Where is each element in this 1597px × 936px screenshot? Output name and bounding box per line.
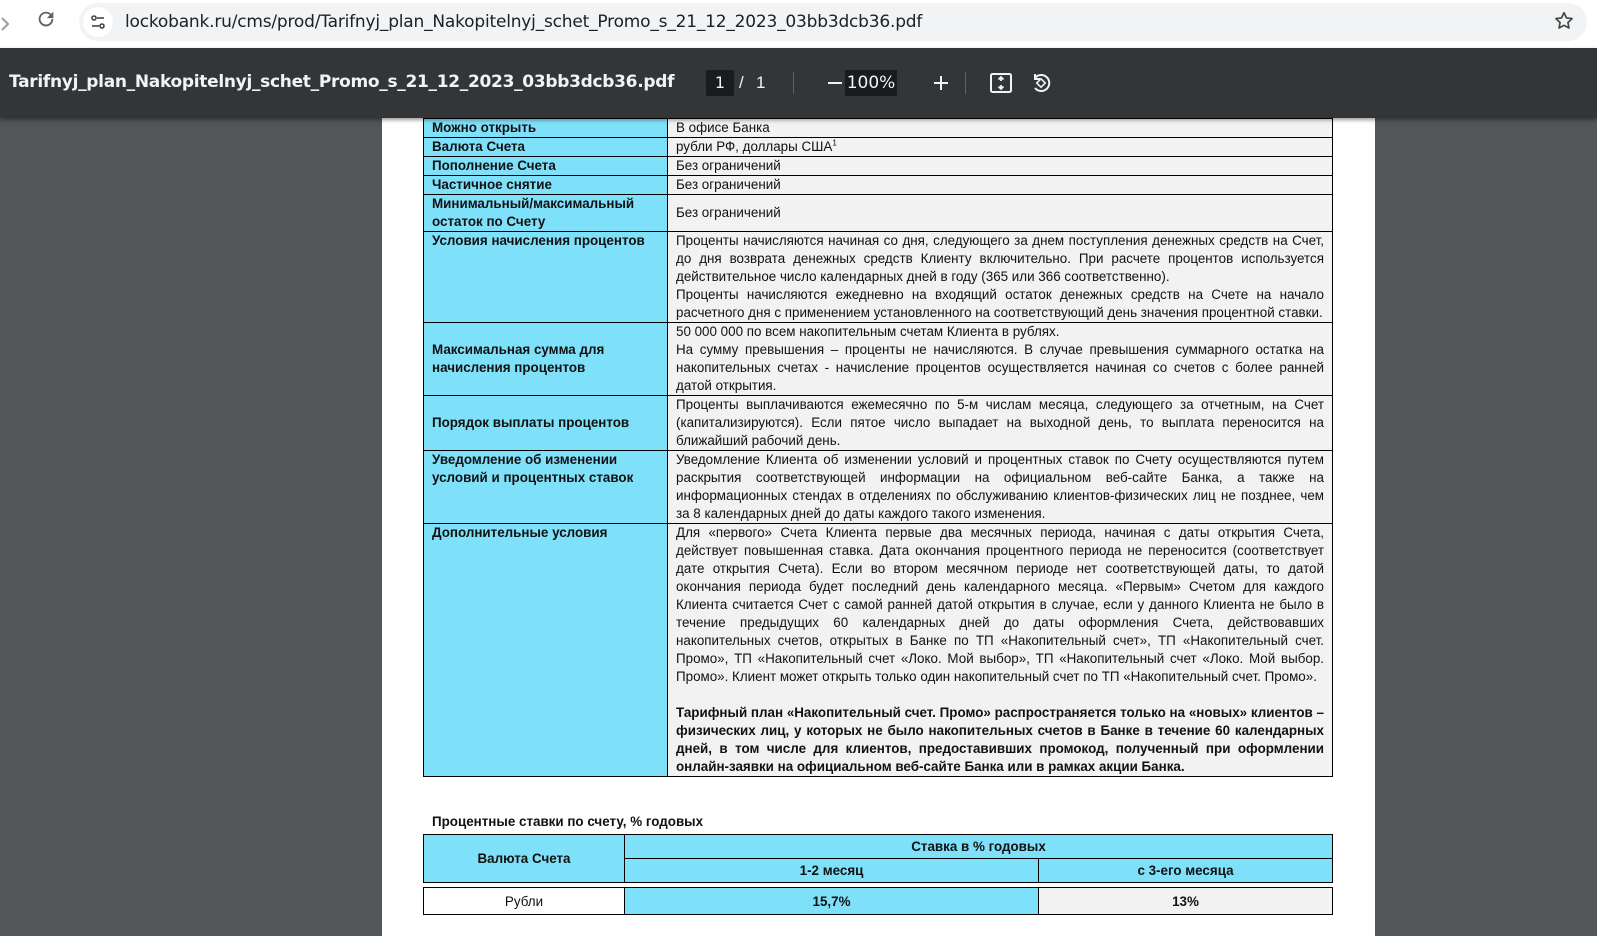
paragraph: На сумму превышения – проценты не начисляются. В случае превышения суммарного остатка на накопительных счетах - начисление процентов осуществляется начиная со счетов с более ранней датой открытия. — [676, 342, 1324, 393]
header-rate: Ставка в % годовых — [625, 835, 1333, 859]
row-value: Без ограничений — [668, 176, 1333, 195]
row-value — [668, 524, 1333, 777]
row-value — [668, 232, 1333, 323]
paragraph: Для «первого» Счета Клиента первые два месячных периода, начиная с даты открытия Счета, действует повышенная ставка. Дата окончания процентного периода не переносится (соответствует дате открытия Счета). Если во втором месячном периоде нет соответствующей даты, то датой окончания периода будет последний день календарного месяца. «Первым» Счетом для каждого Клиента считается Счет с самой ранней датой открытия в случае, если у данного Клиента не было в течение предыдущих 60 календарных дней до даты оформления Счета, действовавших накопительных счетов, открытых в Банке по ТП «Накопительный счет», ТП «Накопительный счет. Промо», ТП «Накопительный счет «Локо. Мой выбор», ТП «Накопительный счет «Локо. Мой выбор. Промо». Клиент может открыть только один накопительный счет по ТП «Накопительный счет. Промо». — [676, 525, 1324, 684]
toolbar-divider — [965, 72, 966, 94]
fit-page-icon[interactable] — [986, 68, 1016, 98]
table-row — [424, 195, 1333, 232]
row-label: Дополнительные условия — [424, 524, 668, 777]
row-label: Минимальный/максимальный остаток по Счету — [424, 195, 668, 232]
table-row — [424, 176, 1333, 195]
row-label: Пополнение Счета — [424, 157, 668, 176]
row-label: Можно открыть — [424, 119, 668, 138]
header-period-1: 1-2 месяц — [625, 859, 1039, 883]
row-value: Уведомление Клиента об изменении условий и процентных ставок по Счету осуществляются путем раскрытия соответствующей информации на официальном веб-сайте Банка, а также на информационных стендах в отделениях по обслуживанию клиентов-физических лиц не позднее, чем за 8 календарных дней до даты каждого такого изменения. — [668, 451, 1333, 524]
row-value: Проценты выплачиваются ежемесячно по 5-м числам месяца, следующего за отчетным, на Счет (капитализируются). Если пятое число выпадает на выходной день, то выплата переносится на ближайший рабочий день. — [668, 396, 1333, 451]
omnibox[interactable] — [79, 3, 1587, 41]
forward-icon[interactable] — [0, 9, 14, 39]
bookmark-star-icon[interactable] — [1549, 6, 1579, 36]
paragraph: Проценты начисляются ежедневно на входящий остаток денежных средств на Счете на начало расчетного дня с применением установленного на соответствующий день значения процентной ставки. — [676, 287, 1324, 320]
pdf-page — [382, 118, 1375, 936]
rates-data-table — [423, 887, 1333, 915]
row-label: Порядок выплаты процентов — [424, 396, 668, 451]
toolbar-divider — [793, 72, 794, 94]
table-row — [424, 157, 1333, 176]
paragraph: Проценты начисляются начиная со дня, следующего за днем поступления денежных средств на Счет, до дня возврата денежных средств Клиенту включительно. При расчете процентов используется действительное число календарных дней в году (365 или 366 соответственно). — [676, 233, 1324, 284]
table-row — [424, 396, 1333, 451]
rates-header-table — [423, 834, 1333, 883]
pdf-title: Tarifnyj_plan_Nakopitelnyj_schet_Promo_s_21_12_2023_03bb3dcb36.pdf — [9, 72, 675, 92]
rate-period-2: 13% — [1039, 888, 1333, 915]
browser-address-bar — [0, 0, 1597, 48]
paragraph-bold: Тарифный план «Накопительный счет. Промо» распространяется только на «новых» клиентов – физических лиц, у которых не было накопительных счетов в Банке в течение 60 календарных дней, в том числе для клиентов, предоставивших промокод, полученный при оформлении онлайн-заявки на официальном веб-сайте Банка или в рамках акции Банка. — [676, 705, 1324, 774]
tariff-conditions-table — [423, 118, 1333, 777]
table-row — [424, 835, 1333, 859]
zoom-level-input[interactable]: 100% — [845, 70, 897, 96]
row-value — [668, 323, 1333, 396]
rotate-icon[interactable] — [1026, 68, 1056, 98]
table-row — [424, 888, 1333, 915]
row-label: Уведомление об изменении условий и процентных ставок — [424, 451, 668, 524]
footnote-marker: 1 — [832, 138, 837, 148]
rate-currency: Рубли — [424, 888, 625, 915]
zoom-in-icon[interactable] — [926, 68, 956, 98]
row-value: Без ограничений — [668, 157, 1333, 176]
row-label: Частичное снятие — [424, 176, 668, 195]
url-text[interactable]: lockobank.ru/cms/prod/Tarifnyj_plan_Nakopitelnyj_schet_Promo_s_21_12_2023_03bb3dcb36.pdf — [125, 12, 923, 32]
table-row — [424, 138, 1333, 157]
pdf-toolbar — [0, 48, 1597, 118]
header-currency: Валюта Счета — [424, 835, 625, 883]
page-separator: / — [739, 73, 744, 92]
reload-icon[interactable] — [31, 4, 61, 34]
header-period-2: с 3-его месяца — [1039, 859, 1333, 883]
site-info-icon[interactable] — [83, 7, 113, 37]
page-number-input[interactable]: 1 — [706, 70, 734, 96]
row-label: Валюта Счета — [424, 138, 668, 157]
page-total: 1 — [756, 73, 766, 92]
table-row — [424, 451, 1333, 524]
table-row — [424, 119, 1333, 138]
paragraph: 50 000 000 по всем накопительным счетам Клиента в рублях. — [676, 324, 1060, 339]
table-row — [424, 323, 1333, 396]
row-value: Без ограничений — [668, 195, 1333, 232]
row-value: В офисе Банка — [668, 119, 1333, 138]
row-label: Условия начисления процентов — [424, 232, 668, 323]
row-label: Максимальная сумма для начисления процентов — [424, 323, 668, 396]
table-row — [424, 232, 1333, 323]
row-value-text: рубли РФ, доллары США — [676, 139, 833, 154]
rate-period-1: 15,7% — [625, 888, 1039, 915]
row-value — [668, 138, 1333, 157]
pdf-viewer[interactable] — [0, 118, 1597, 936]
rates-section-title: Процентные ставки по счету, % годовых — [432, 814, 704, 829]
table-row — [424, 524, 1333, 777]
